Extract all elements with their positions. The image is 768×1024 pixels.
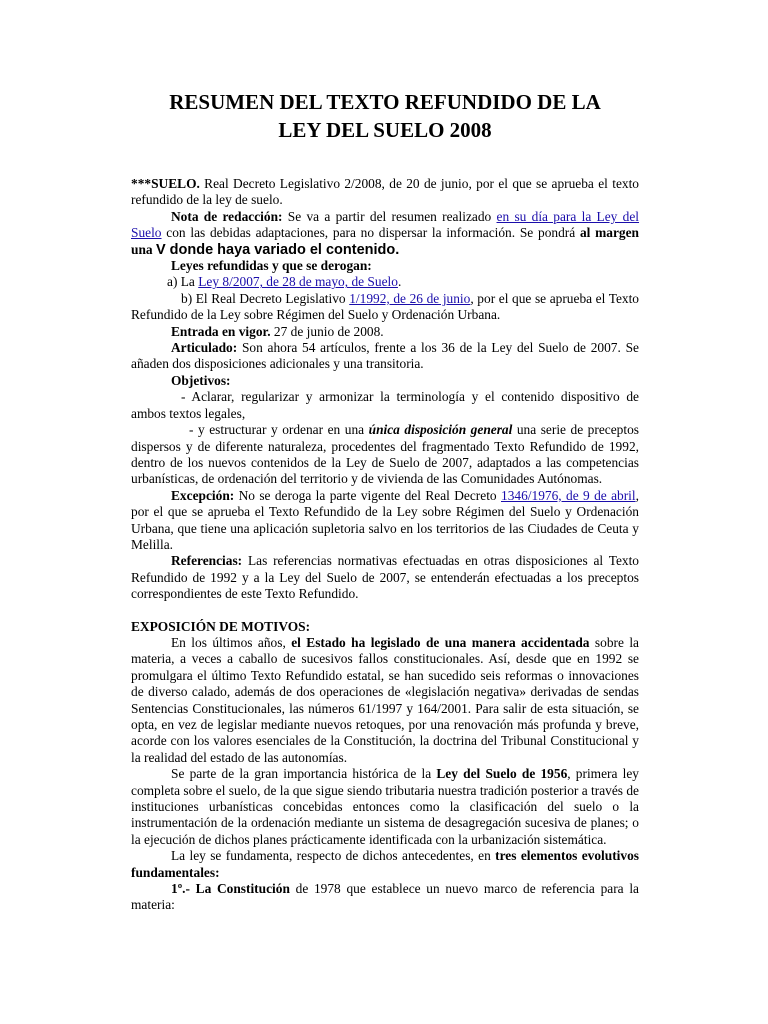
document-body: [131, 176, 639, 914]
heading-objetivos: Objetivos:: [171, 372, 231, 388]
paragraph-exposicion-2: Se parte de la gran importancia histórica de la Ley del Suelo de 1956, primera ley completa sobre el suelo, de la que sigue siendo tributaria nuestra tradición posterior a través de instituciones urbanísticas concebidas entonces como la clasificación del suelo o la instrumentación de la ordenación mediante un sistema de desagregación sucesiva de planes; o la ejecución de dichos planes prácticamente identificada con la urbanización sistemática.: [131, 766, 639, 847]
title-line-2: LEY DEL SUELO 2008: [278, 118, 492, 142]
paragraph-suelo: ***SUELO. Real Decreto Legislativo 2/2008, de 20 de junio, por el que se aprueba el texto refundido de la ley de suelo.: [131, 176, 639, 208]
paragraph-objetivo-1: - Aclarar, regularizar y armonizar la terminología y el contenido dispositivo de ambos textos legales,: [131, 389, 639, 421]
paragraph-entrada: Entrada en vigor. 27 de junio de 2008.: [171, 323, 384, 339]
paragraph-exposicion-4: 1º.- La Constitución de 1978 que establece un nuevo marco de referencia para la materia:: [131, 881, 639, 913]
link-rdl-1-1992[interactable]: 1/1992, de 26 de junio: [349, 290, 471, 306]
link-ley-del-suelo[interactable]: en su día para la Ley del Suelo: [131, 208, 640, 241]
paragraph-nota: Nota de redacción: Se va a partir del resumen realizado en su día para la Ley del Suelo con las debidas adaptaciones, para no dispersar la información. Se pondrá al margen una V donde haya variado el contenido.: [131, 208, 640, 258]
paragraph-objetivo-2: - y estructurar y ordenar en una única disposición general una serie de preceptos dispersos y de diferente naturaleza, procedentes del fragmentado Texto Refundido de 1992, dentro de los nuevos contenidos de la Ley de Suelo de 2007, adaptados a las competencias urbanísticas, de ordenación del territorio y de vivienda de las Comunidades Autónomas.: [131, 422, 639, 487]
paragraph-referencias: Referencias: Las referencias normativas efectuadas en otras disposiciones al Texto Refundido de 1992 y a la Ley del Suelo de 2007, se entenderán efectuadas a los preceptos correspondientes de este Texto Refundido.: [131, 553, 639, 602]
paragraph-leyes-b: b) El Real Decreto Legislativo 1/1992, de 26 de junio, por el que se aprueba el Texto Refundido de la Ley sobre Régimen del Suelo y Ordenación Urbana.: [131, 290, 639, 323]
paragraph-leyes-a: a) La Ley 8/2007, de 28 de mayo, de Suelo.: [167, 274, 402, 290]
paragraph-articulado: Articulado: Son ahora 54 artículos, frente a los 36 de la Ley del Suelo de 2007. Se añaden dos disposiciones adicionales y una transitoria.: [131, 340, 639, 372]
paragraph-excepcion: Excepción: No se deroga la parte vigente del Real Decreto 1346/1976, de 9 de abril, por el que se aprueba el Texto Refundido de la Ley sobre Régimen del Suelo y Ordenación Urbana, que tiene una aplicación supletoria salvo en los territorios de las Ciudades de Ceuta y Melilla.: [131, 487, 639, 552]
link-rd-1346-1976[interactable]: 1346/1976, de 9 de abril: [501, 487, 636, 503]
heading-leyes: Leyes refundidas y que se derogan:: [171, 258, 372, 274]
paragraph-exposicion-3: La ley se fundamenta, respecto de dichos antecedentes, en tres elementos evolutivos fundamentales:: [131, 848, 640, 880]
document-page: [131, 0, 639, 914]
title-line-1: RESUMEN DEL TEXTO REFUNDIDO DE LA: [169, 90, 601, 114]
document-title: [131, 88, 639, 144]
heading-exposicion: EXPOSICIÓN DE MOTIVOS:: [131, 618, 311, 634]
link-ley-8-2007[interactable]: Ley 8/2007, de 28 de mayo, de Suelo: [198, 274, 398, 290]
paragraph-exposicion-1: En los últimos años, el Estado ha legislado de una manera accidentada sobre la materia, a veces a caballo de sucesivos fallos constitucionales. Así, desde que en 1992 se promulgara el último Texto Refundido estatal, se han sucedido seis reformas o innovaciones de diverso calado, además de dos operaciones de «legislación negativa» derivadas de sendas Sentencias Constitucionales, las números 61/1997 y 164/2001. Para salir de esta situación, se opta, en vez de legislar mediante nuevos retoques, por una renovación más profunda y breve, acorde con los valores esenciales de la Constitución, la doctrina del Tribunal Constitucional y la realidad del estado de las autonomías.: [131, 634, 639, 765]
